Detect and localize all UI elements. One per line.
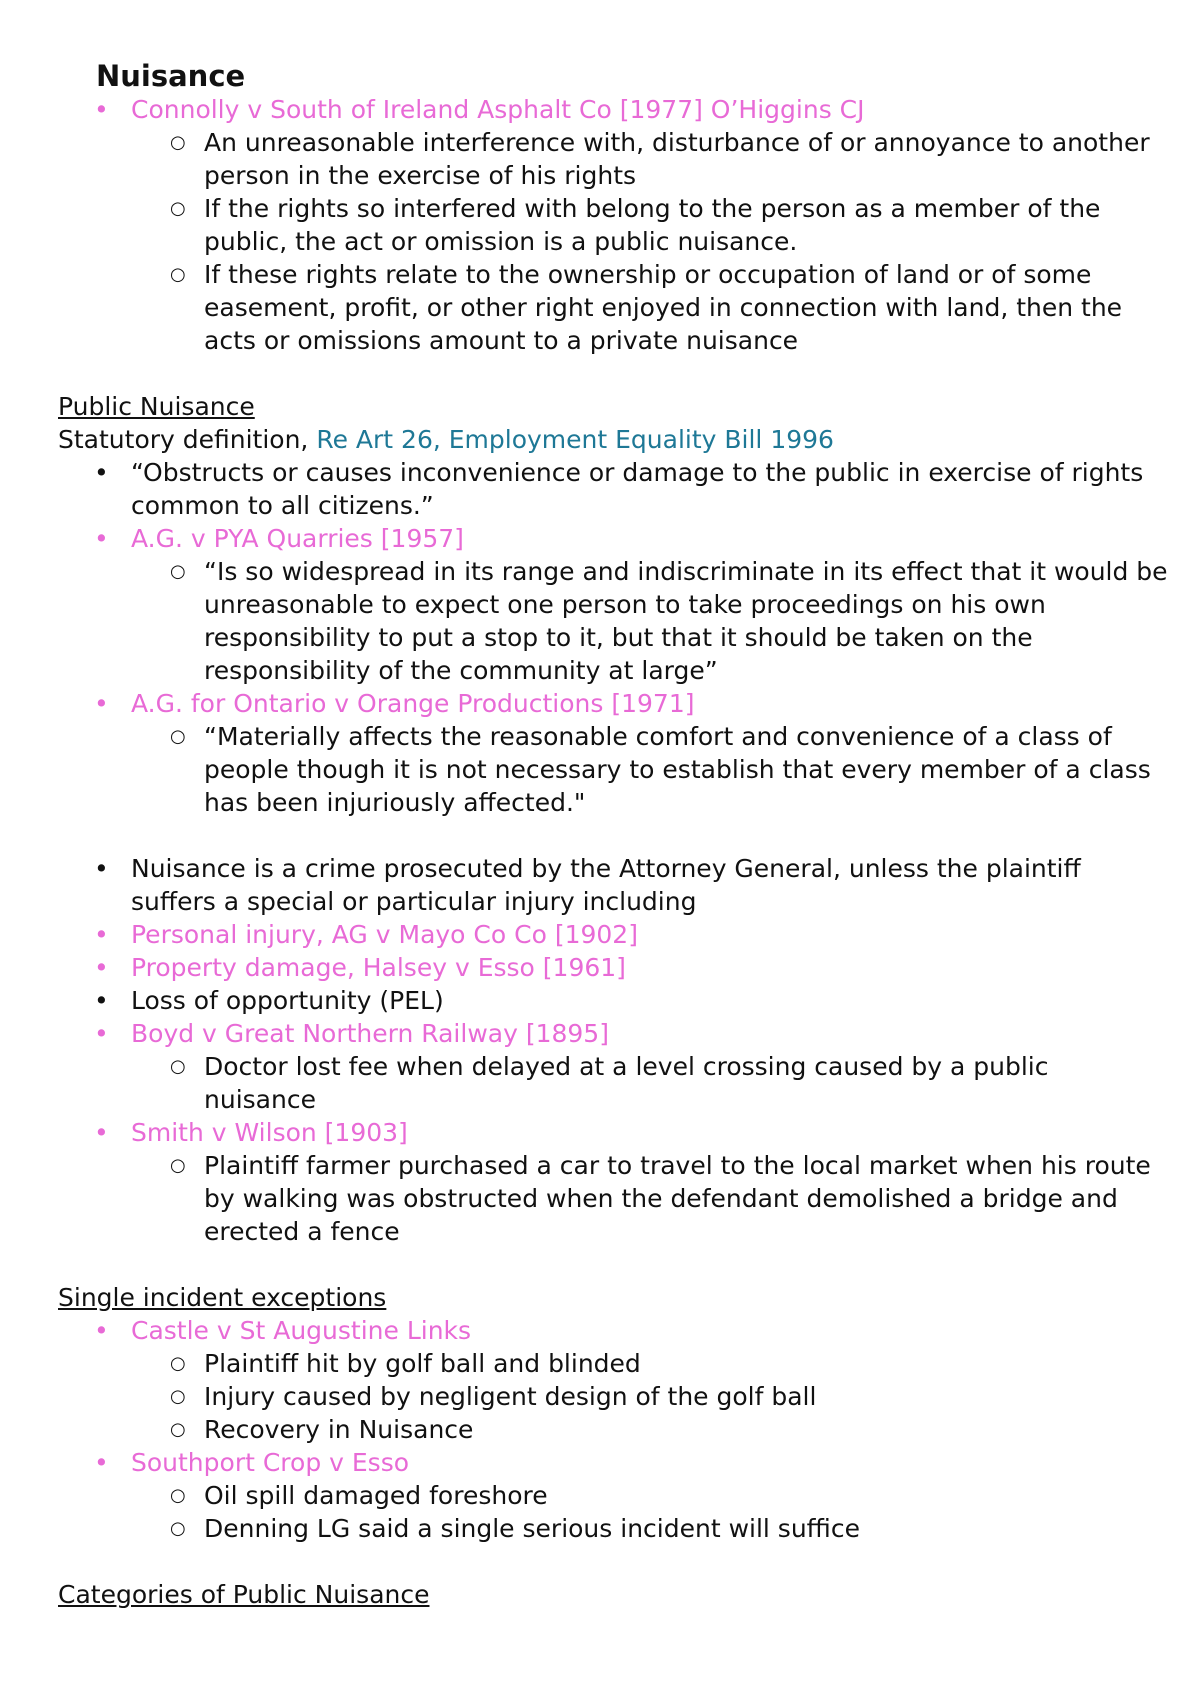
case-ontario xyxy=(58,687,1168,720)
document-page xyxy=(58,60,1168,1611)
list-item xyxy=(58,555,1168,687)
case-name: Southport Crop v Esso xyxy=(131,1448,410,1477)
spacer xyxy=(58,1545,1168,1578)
list-item xyxy=(58,1512,1168,1545)
list-item xyxy=(58,258,1168,357)
circle-bullet-icon: ○ xyxy=(170,264,186,285)
spacer xyxy=(58,819,1168,852)
case-southport xyxy=(58,1446,1168,1479)
page-title: Nuisance xyxy=(96,59,246,93)
list-item-text: Denning LG said a single serious incident will suffice xyxy=(204,1514,860,1543)
list-item-text: Recovery in Nuisance xyxy=(204,1415,474,1444)
case-connolly xyxy=(58,93,1168,126)
case-pya-quarries xyxy=(58,522,1168,555)
bullet-icon: • xyxy=(94,1316,109,1345)
list-item xyxy=(58,126,1168,192)
section-heading-public-nuisance: Public Nuisance xyxy=(58,392,255,421)
circle-bullet-icon: ○ xyxy=(170,1056,186,1077)
definition-quote: “Obstructs or causes inconvenience or damage to the public in exercise of rights common to all citizens.” xyxy=(131,458,1144,520)
bullet-icon: • xyxy=(94,986,109,1015)
circle-bullet-icon: ○ xyxy=(170,561,186,582)
bullet-icon: • xyxy=(94,95,109,124)
list-item xyxy=(58,1050,1168,1116)
circle-bullet-icon: ○ xyxy=(170,132,186,153)
circle-bullet-icon: ○ xyxy=(170,1419,186,1440)
section-heading-categories: Categories of Public Nuisance xyxy=(58,1580,430,1609)
circle-bullet-icon: ○ xyxy=(170,1353,186,1374)
list-item-text: Doctor lost fee when delayed at a level crossing caused by a public nuisance xyxy=(204,1052,1049,1114)
list-item-text: Loss of opportunity (PEL) xyxy=(131,986,444,1015)
list-item-text: Injury caused by negligent design of the golf ball xyxy=(204,1382,817,1411)
list-item xyxy=(58,1413,1168,1446)
bullet-icon: • xyxy=(94,1448,109,1477)
case-smith xyxy=(58,1116,1168,1149)
case-castle xyxy=(58,1314,1168,1347)
spacer xyxy=(58,357,1168,390)
list-item xyxy=(58,852,1168,918)
list-item-text: Plaintiff hit by golf ball and blinded xyxy=(204,1349,641,1378)
statutory-case-reference: Re Art 26, Employment Equality Bill 1996 xyxy=(316,425,834,454)
circle-bullet-icon: ○ xyxy=(170,1485,186,1506)
spacer xyxy=(58,1248,1168,1281)
case-name: A.G. for Ontario v Orange Productions [1971] xyxy=(131,689,695,718)
list-item xyxy=(58,1380,1168,1413)
list-item-text: Oil spill damaged foreshore xyxy=(204,1481,548,1510)
case-name: Connolly v South of Ireland Asphalt Co [1977] O’Higgins CJ xyxy=(131,95,865,124)
list-item-text: If the rights so interfered with belong to the person as a member of the public, the act or omission is a public nuisance. xyxy=(204,194,1101,256)
case-mayo xyxy=(58,918,1168,951)
case-name: Smith v Wilson [1903] xyxy=(131,1118,408,1147)
list-item xyxy=(58,720,1168,819)
bullet-icon: • xyxy=(94,458,109,487)
case-boyd xyxy=(58,1017,1168,1050)
bullet-icon: • xyxy=(94,854,109,883)
bullet-icon: • xyxy=(94,920,109,949)
circle-bullet-icon: ○ xyxy=(170,1518,186,1539)
bullet-icon: • xyxy=(94,524,109,553)
bullet-icon: • xyxy=(94,689,109,718)
case-name: A.G. v PYA Quarries [1957] xyxy=(131,524,464,553)
bullet-icon: • xyxy=(94,1019,109,1048)
list-item-text: An unreasonable interference with, disturbance of or annoyance to another person in the exercise of his rights xyxy=(204,128,1150,190)
quote-text: “Materially affects the reasonable comfort and convenience of a class of people though it is not necessary to establish that every member of a class has been injuriously affected." xyxy=(204,722,1151,817)
section-heading-single-incident: Single incident exceptions xyxy=(58,1283,387,1312)
statutory-prefix: Statutory definition, xyxy=(58,425,317,454)
case-name: Property damage, Halsey v Esso [1961] xyxy=(131,953,626,982)
case-halsey xyxy=(58,951,1168,984)
quote-text: “Is so widespread in its range and indiscriminate in its effect that it would be unreasonable to expect one person to take proceedings on his own responsibility to put a stop to it, but that it should be taken on the responsibility of the community at large” xyxy=(204,557,1168,685)
circle-bullet-icon: ○ xyxy=(170,1155,186,1176)
list-item-text: Plaintiff farmer purchased a car to travel to the local market when his route by walking was obstructed when the defendant demolished a bridge and erected a fence xyxy=(204,1151,1151,1246)
list-item xyxy=(58,984,1168,1017)
list-item xyxy=(58,192,1168,258)
case-name: Personal injury, AG v Mayo Co Co [1902] xyxy=(131,920,638,949)
case-name: Castle v St Augustine Links xyxy=(131,1316,472,1345)
statutory-definition-line xyxy=(58,423,1168,456)
list-item xyxy=(58,1347,1168,1380)
bullet-icon: • xyxy=(94,953,109,982)
case-name: Boyd v Great Northern Railway [1895] xyxy=(131,1019,609,1048)
list-item-text: If these rights relate to the ownership or occupation of land or of some easement, profit, or other right enjoyed in connection with land, then the acts or omissions amount to a private nuisance xyxy=(204,260,1123,355)
circle-bullet-icon: ○ xyxy=(170,198,186,219)
list-item xyxy=(58,1479,1168,1512)
bullet-icon: • xyxy=(94,1118,109,1147)
list-item-text: Nuisance is a crime prosecuted by the Attorney General, unless the plaintiff suffers a special or particular injury including xyxy=(131,854,1081,916)
list-item xyxy=(58,1149,1168,1248)
list-item xyxy=(58,456,1168,522)
circle-bullet-icon: ○ xyxy=(170,726,186,747)
circle-bullet-icon: ○ xyxy=(170,1386,186,1407)
